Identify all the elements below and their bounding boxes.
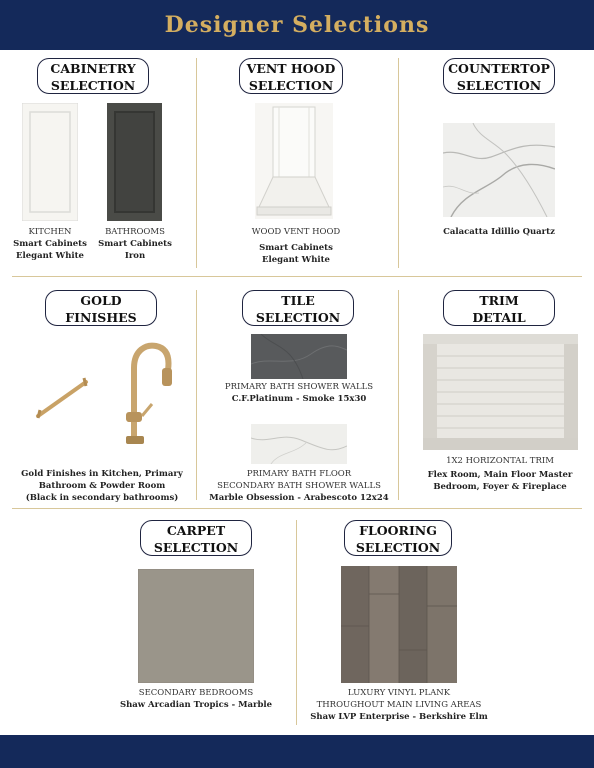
bottom-banner — [0, 735, 594, 768]
white-cabinet-door-image — [22, 103, 78, 221]
marble-tile-image — [251, 424, 347, 464]
vent-hood-caption: WOOD VENT HOOD Smart Cabinets Elegant White — [251, 227, 341, 265]
lvp-plank-image — [341, 566, 457, 683]
cabinetry-header: CABINETRY SELECTION — [37, 58, 149, 94]
carpet-header: CARPET SELECTION — [140, 520, 252, 556]
countertop-header: COUNTERTOP SELECTION — [443, 58, 555, 94]
divider — [12, 276, 582, 277]
flooring-header: FLOORING SELECTION — [344, 520, 452, 556]
gold-finishes-header: GOLD FINISHES — [45, 290, 157, 326]
page-title: Designer Selections — [164, 12, 430, 38]
quartz-swatch-image — [443, 123, 555, 217]
divider — [12, 508, 582, 509]
vent-hood-image — [255, 103, 333, 219]
carpet-swatch-image — [138, 569, 254, 683]
trim-caption: 1X2 HORIZONTAL TRIM Flex Room, Main Floor Master Bedroom, Foyer & Fireplace — [427, 456, 573, 492]
kitchen-caption: KITCHEN Smart Cabinets Elegant White — [13, 227, 87, 261]
shower-walls-caption: PRIMARY BATH SHOWER WALLS C.F.Platinum - Smoke 15x30 — [224, 382, 374, 404]
flooring-caption: LUXURY VINYL PLANK THROUGHOUT MAIN LIVING AREAS Shaw LVP Enterprise - Berkshire Elm — [310, 688, 488, 722]
gold-finishes-caption: Gold Finishes in Kitchen, Primary Bathroom & Powder Room (Black in secondary bathrooms) — [21, 469, 183, 503]
divider — [398, 290, 399, 500]
gold-handle-image — [30, 372, 92, 422]
countertop-caption: Calacatta Idillio Quartz — [443, 227, 555, 237]
divider — [398, 58, 399, 268]
divider — [196, 58, 197, 268]
horizontal-trim-image — [423, 334, 578, 450]
divider — [196, 290, 197, 500]
trim-header: TRIM DETAIL — [443, 290, 555, 326]
iron-cabinet-door-image — [107, 103, 162, 221]
tile-header: TILE SELECTION — [242, 290, 354, 326]
divider — [296, 520, 297, 725]
smoke-tile-image — [251, 334, 347, 379]
bath-floor-caption: PRIMARY BATH FLOOR SECONDARY BATH SHOWER WALLS Marble Obsession - Arabescoto 12x24 — [209, 469, 389, 503]
gold-faucet-image — [104, 340, 176, 446]
bathrooms-caption: BATHROOMS Smart Cabinets Iron — [98, 227, 172, 261]
carpet-caption: SECONDARY BEDROOMS Shaw Arcadian Tropics - Marble — [119, 688, 273, 710]
vent-hood-header: VENT HOOD SELECTION — [239, 58, 343, 94]
